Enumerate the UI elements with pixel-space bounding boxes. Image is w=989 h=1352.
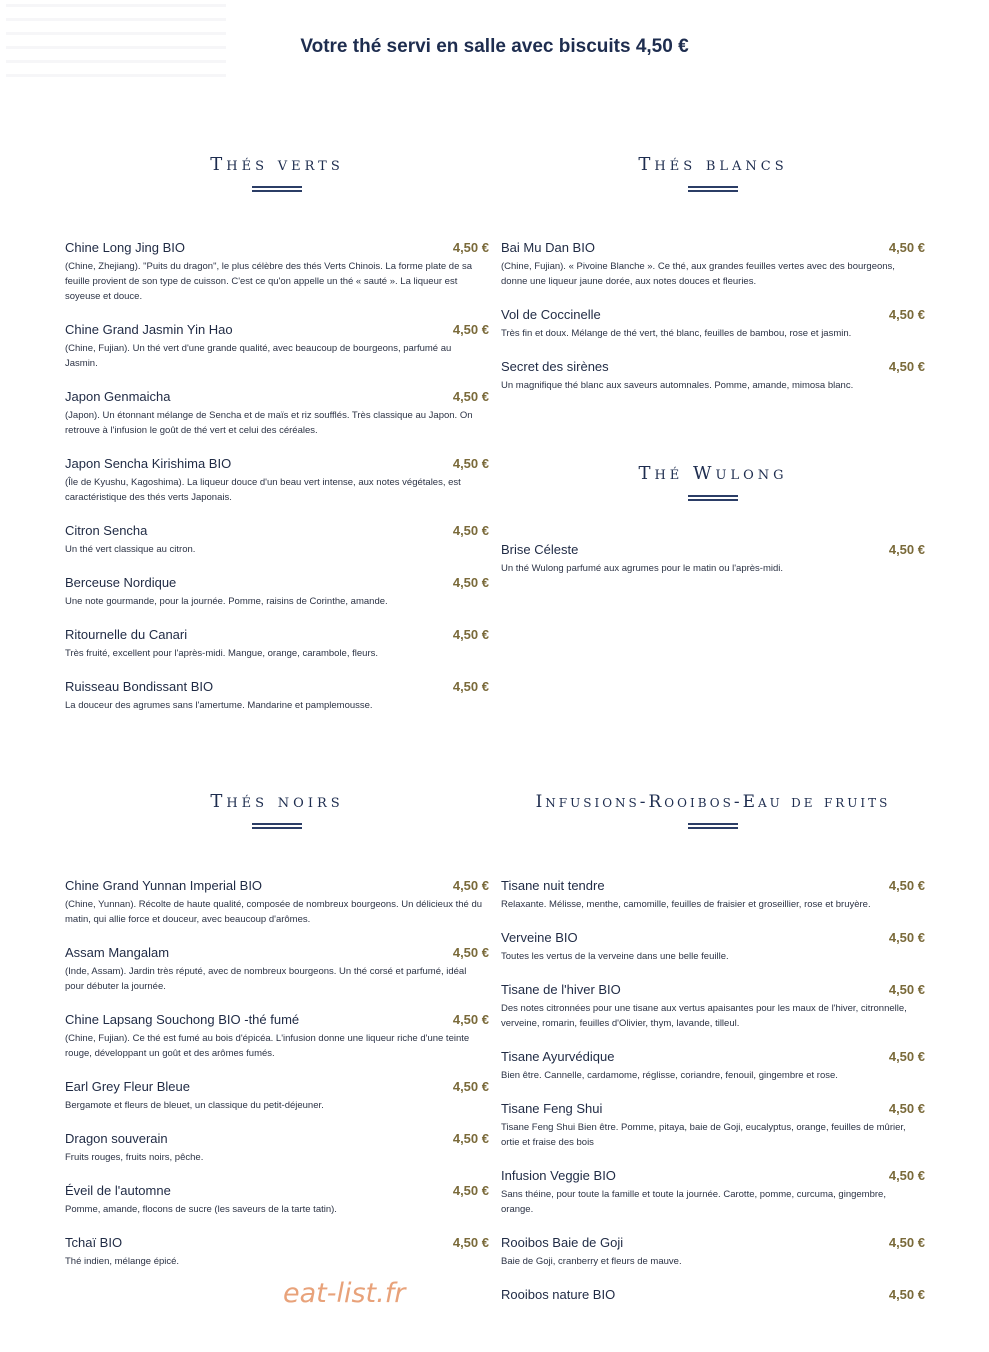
menu-item — [501, 542, 925, 576]
item-price: 4,50 € — [888, 240, 925, 255]
item-name: Secret des sirènes — [501, 359, 609, 374]
item-price: 4,50 € — [888, 930, 925, 945]
item-price: 4,50 € — [452, 1079, 489, 1094]
item-price: 4,50 € — [888, 1168, 925, 1183]
item-price: 4,50 € — [452, 523, 489, 538]
menu-item — [65, 878, 489, 927]
menu-item — [65, 1079, 489, 1113]
item-price: 4,50 € — [452, 456, 489, 471]
item-name: Earl Grey Fleur Bleue — [65, 1079, 190, 1094]
menu-item — [501, 1235, 925, 1269]
item-description: (Chine, Fujian). Ce thé est fumé au bois d'épicéa. L'infusion donne une liqueur riche d'une teinte rouge, développant un goût et des arômes fumés. — [65, 1033, 470, 1059]
item-name: Chine Grand Yunnan Imperial BIO — [65, 878, 263, 893]
menu-item — [65, 575, 489, 609]
section-infusions — [501, 787, 925, 1302]
item-name: Tchaï BIO — [65, 1235, 123, 1250]
item-description: Bergamote et fleurs de bleuet, un classique du petit-déjeuner. — [65, 1100, 324, 1111]
item-description: Bien être. Cannelle, cardamome, réglisse, coriandre, fenouil, gingembre et rose. — [501, 1070, 838, 1081]
item-name: Chine Lapsang Souchong BIO -thé fumé — [65, 1012, 300, 1027]
section-divider — [252, 186, 302, 192]
menu-item — [65, 1235, 489, 1269]
section-title: Thés noirs — [210, 791, 344, 812]
menu-item — [501, 878, 925, 912]
menu-item — [501, 307, 925, 341]
item-name: Rooibos Baie de Goji — [501, 1235, 624, 1250]
item-name: Bai Mu Dan BIO — [501, 240, 595, 255]
item-name: Tisane Ayurvédique — [501, 1049, 615, 1064]
menu-item — [65, 1131, 489, 1165]
item-description: Baie de Goji, cranberry et fleurs de mauve. — [501, 1256, 682, 1267]
item-price: 4,50 € — [452, 627, 489, 642]
menu-item — [501, 1049, 925, 1083]
item-description: (Inde, Assam). Jardin très réputé, avec de nombreux bourgeons. Un thé corsé et parfumé, idéal pour débuter la journée. — [65, 966, 467, 992]
item-description: Un magnifique thé blanc aux saveurs automnales. Pomme, amande, mimosa blanc. — [501, 380, 854, 391]
item-price: 4,50 € — [888, 1101, 925, 1116]
item-name: Chine Grand Jasmin Yin Hao — [65, 322, 233, 337]
item-description: Relaxante. Mélisse, menthe, camomille, feuilles de fraisier et groseillier, rose et bruyère. — [501, 899, 871, 910]
item-name: Berceuse Nordique — [65, 575, 177, 590]
item-description: Sans théine, pour toute la famille et toute la journée. Carotte, pomme, curcuma, gingembre, orange. — [501, 1189, 886, 1215]
section-thes-noirs — [65, 787, 489, 1267]
item-description: (Chine, Zhejiang). "Puits du dragon", le plus célèbre des thés Verts Chinois. La forme plate de sa feuille provient de son type de cuisson. C'est ce qu'on appelle un thé « sauté ». La liqueur est soyeuse et douce. — [65, 261, 473, 302]
item-price: 4,50 € — [888, 1287, 925, 1302]
menu-item — [65, 679, 489, 713]
menu-item — [501, 359, 925, 393]
section-divider — [252, 823, 302, 829]
item-description: (Île de Kyushu, Kagoshima). La liqueur douce d'un beau vert intense, aux notes végétales, est caractéristique des thés verts Japonais. — [65, 477, 461, 503]
item-price: 4,50 € — [888, 359, 925, 374]
menu-item — [65, 322, 489, 371]
item-price: 4,50 € — [452, 389, 489, 404]
section-divider — [688, 823, 738, 829]
menu-item — [501, 1168, 925, 1217]
menu-item — [501, 930, 925, 964]
item-name: Tisane Feng Shui — [501, 1101, 603, 1116]
menu-item — [65, 240, 489, 304]
item-name: Verveine BIO — [501, 930, 578, 945]
item-price: 4,50 € — [452, 240, 489, 255]
item-description: Pomme, amande, flocons de sucre (les saveurs de la tarte tatin). — [65, 1204, 337, 1215]
item-name: Vol de Coccinelle — [501, 307, 601, 322]
item-price: 4,50 € — [452, 1235, 489, 1250]
menu-item — [65, 456, 489, 505]
item-name: Ritournelle du Canari — [65, 627, 188, 642]
item-price: 4,50 € — [888, 1049, 925, 1064]
section-title: Thés blancs — [638, 154, 788, 175]
item-price: 4,50 € — [452, 322, 489, 337]
menu-item — [501, 1101, 925, 1150]
section-title: Infusions-Rooibos-Eau de fruits — [535, 792, 891, 812]
item-name: Dragon souverain — [65, 1131, 168, 1146]
item-description: Très fin et doux. Mélange de thé vert, thé blanc, feuilles de bambou, rose et jasmin. — [501, 328, 852, 339]
item-description: (Japon). Un étonnant mélange de Sencha et de maïs et riz soufflés. Très classique au Japon. On retrouve à l'infusion le goût de thé vert et celui des céréales. — [65, 410, 473, 436]
item-name: Assam Mangalam — [65, 945, 170, 960]
section-title: Thé Wulong — [638, 463, 788, 484]
item-description: Un thé Wulong parfumé aux agrumes pour le matin ou l'après-midi. — [501, 563, 784, 574]
item-description: Fruits rouges, fruits noirs, pêche. — [65, 1152, 204, 1163]
menu-item — [501, 982, 925, 1031]
item-price: 4,50 € — [452, 575, 489, 590]
menu-item — [65, 627, 489, 661]
item-description: (Chine, Fujian). Un thé vert d'une grande qualité, avec beaucoup de bourgeons, parfumé au Jasmin. — [65, 343, 452, 369]
item-description: Un thé vert classique au citron. — [65, 544, 196, 555]
item-description: Très fruité, excellent pour l'après-midi. Mangue, orange, carambole, fleurs. — [65, 648, 378, 659]
menu-item — [65, 945, 489, 994]
item-price: 4,50 € — [452, 1012, 489, 1027]
item-price: 4,50 € — [888, 1235, 925, 1250]
menu-item — [65, 389, 489, 438]
item-description: (Chine, Fujian). « Pivoine Blanche ». Ce thé, aux grandes feuilles vertes avec des bourgeons, donne une liqueur jaune dorée, aux notes douces et fleuries. — [501, 261, 895, 287]
watermark: eat-list.fr — [283, 1278, 406, 1309]
menu-item — [501, 1287, 925, 1303]
menu-item — [65, 1012, 489, 1061]
item-description: Tisane Feng Shui Bien être. Pomme, pitaya, baie de Goji, eucalyptus, orange, feuilles de mûrier, ortie et fraise des bois — [501, 1122, 906, 1148]
section-the-wulong — [501, 459, 925, 574]
item-name: Chine Long Jing BIO — [65, 240, 185, 255]
item-price: 4,50 € — [888, 982, 925, 997]
section-divider — [688, 186, 738, 192]
item-price: 4,50 € — [888, 542, 925, 557]
item-price: 4,50 € — [452, 1183, 489, 1198]
item-description: (Chine, Yunnan). Récolte de haute qualité, composée de nombreux bourgeons. Un délicieux thé du matin, qui allie force et douceur, avec beaucoup d'arômes. — [65, 899, 483, 925]
item-name: Ruisseau Bondissant BIO — [65, 679, 214, 694]
item-price: 4,50 € — [452, 1131, 489, 1146]
item-name: Japon Genmaicha — [65, 389, 171, 404]
item-description: Thé indien, mélange épicé. — [65, 1256, 180, 1267]
menu-item — [501, 240, 925, 289]
item-description: Des notes citronnées pour une tisane aux vertus apaisantes pour les maux de l'hiver, citronnelle, verveine, romarin, feuilles d'Olivier, thym, lavande, tilleul. — [501, 1003, 907, 1029]
item-name: Citron Sencha — [65, 523, 148, 538]
item-name: Éveil de l'automne — [65, 1183, 171, 1198]
item-price: 4,50 € — [888, 878, 925, 893]
item-description: La douceur des agrumes sans l'amertume. Mandarine et pamplemousse. — [65, 700, 373, 711]
item-name: Tisane de l'hiver BIO — [501, 982, 621, 997]
item-price: 4,50 € — [888, 307, 925, 322]
page-banner: Votre thé servi en salle avec biscuits 4,50 € — [300, 36, 689, 57]
section-thes-verts — [65, 150, 489, 711]
item-price: 4,50 € — [452, 878, 489, 893]
item-price: 4,50 € — [452, 945, 489, 960]
item-description: Une note gourmande, pour la journée. Pomme, raisins de Corinthe, amande. — [65, 596, 388, 607]
item-price: 4,50 € — [452, 679, 489, 694]
section-thes-blancs — [501, 150, 925, 391]
item-name: Rooibos nature BIO — [501, 1287, 616, 1302]
section-divider — [688, 495, 738, 501]
menu-item — [65, 1183, 489, 1217]
section-title: Thés verts — [210, 154, 344, 175]
item-name: Infusion Veggie BIO — [501, 1168, 616, 1183]
item-name: Brise Céleste — [501, 542, 579, 557]
item-description: Toutes les vertus de la verveine dans une belle feuille. — [501, 951, 729, 962]
item-name: Japon Sencha Kirishima BIO — [65, 456, 232, 471]
menu-item — [65, 523, 489, 557]
item-name: Tisane nuit tendre — [501, 878, 605, 893]
